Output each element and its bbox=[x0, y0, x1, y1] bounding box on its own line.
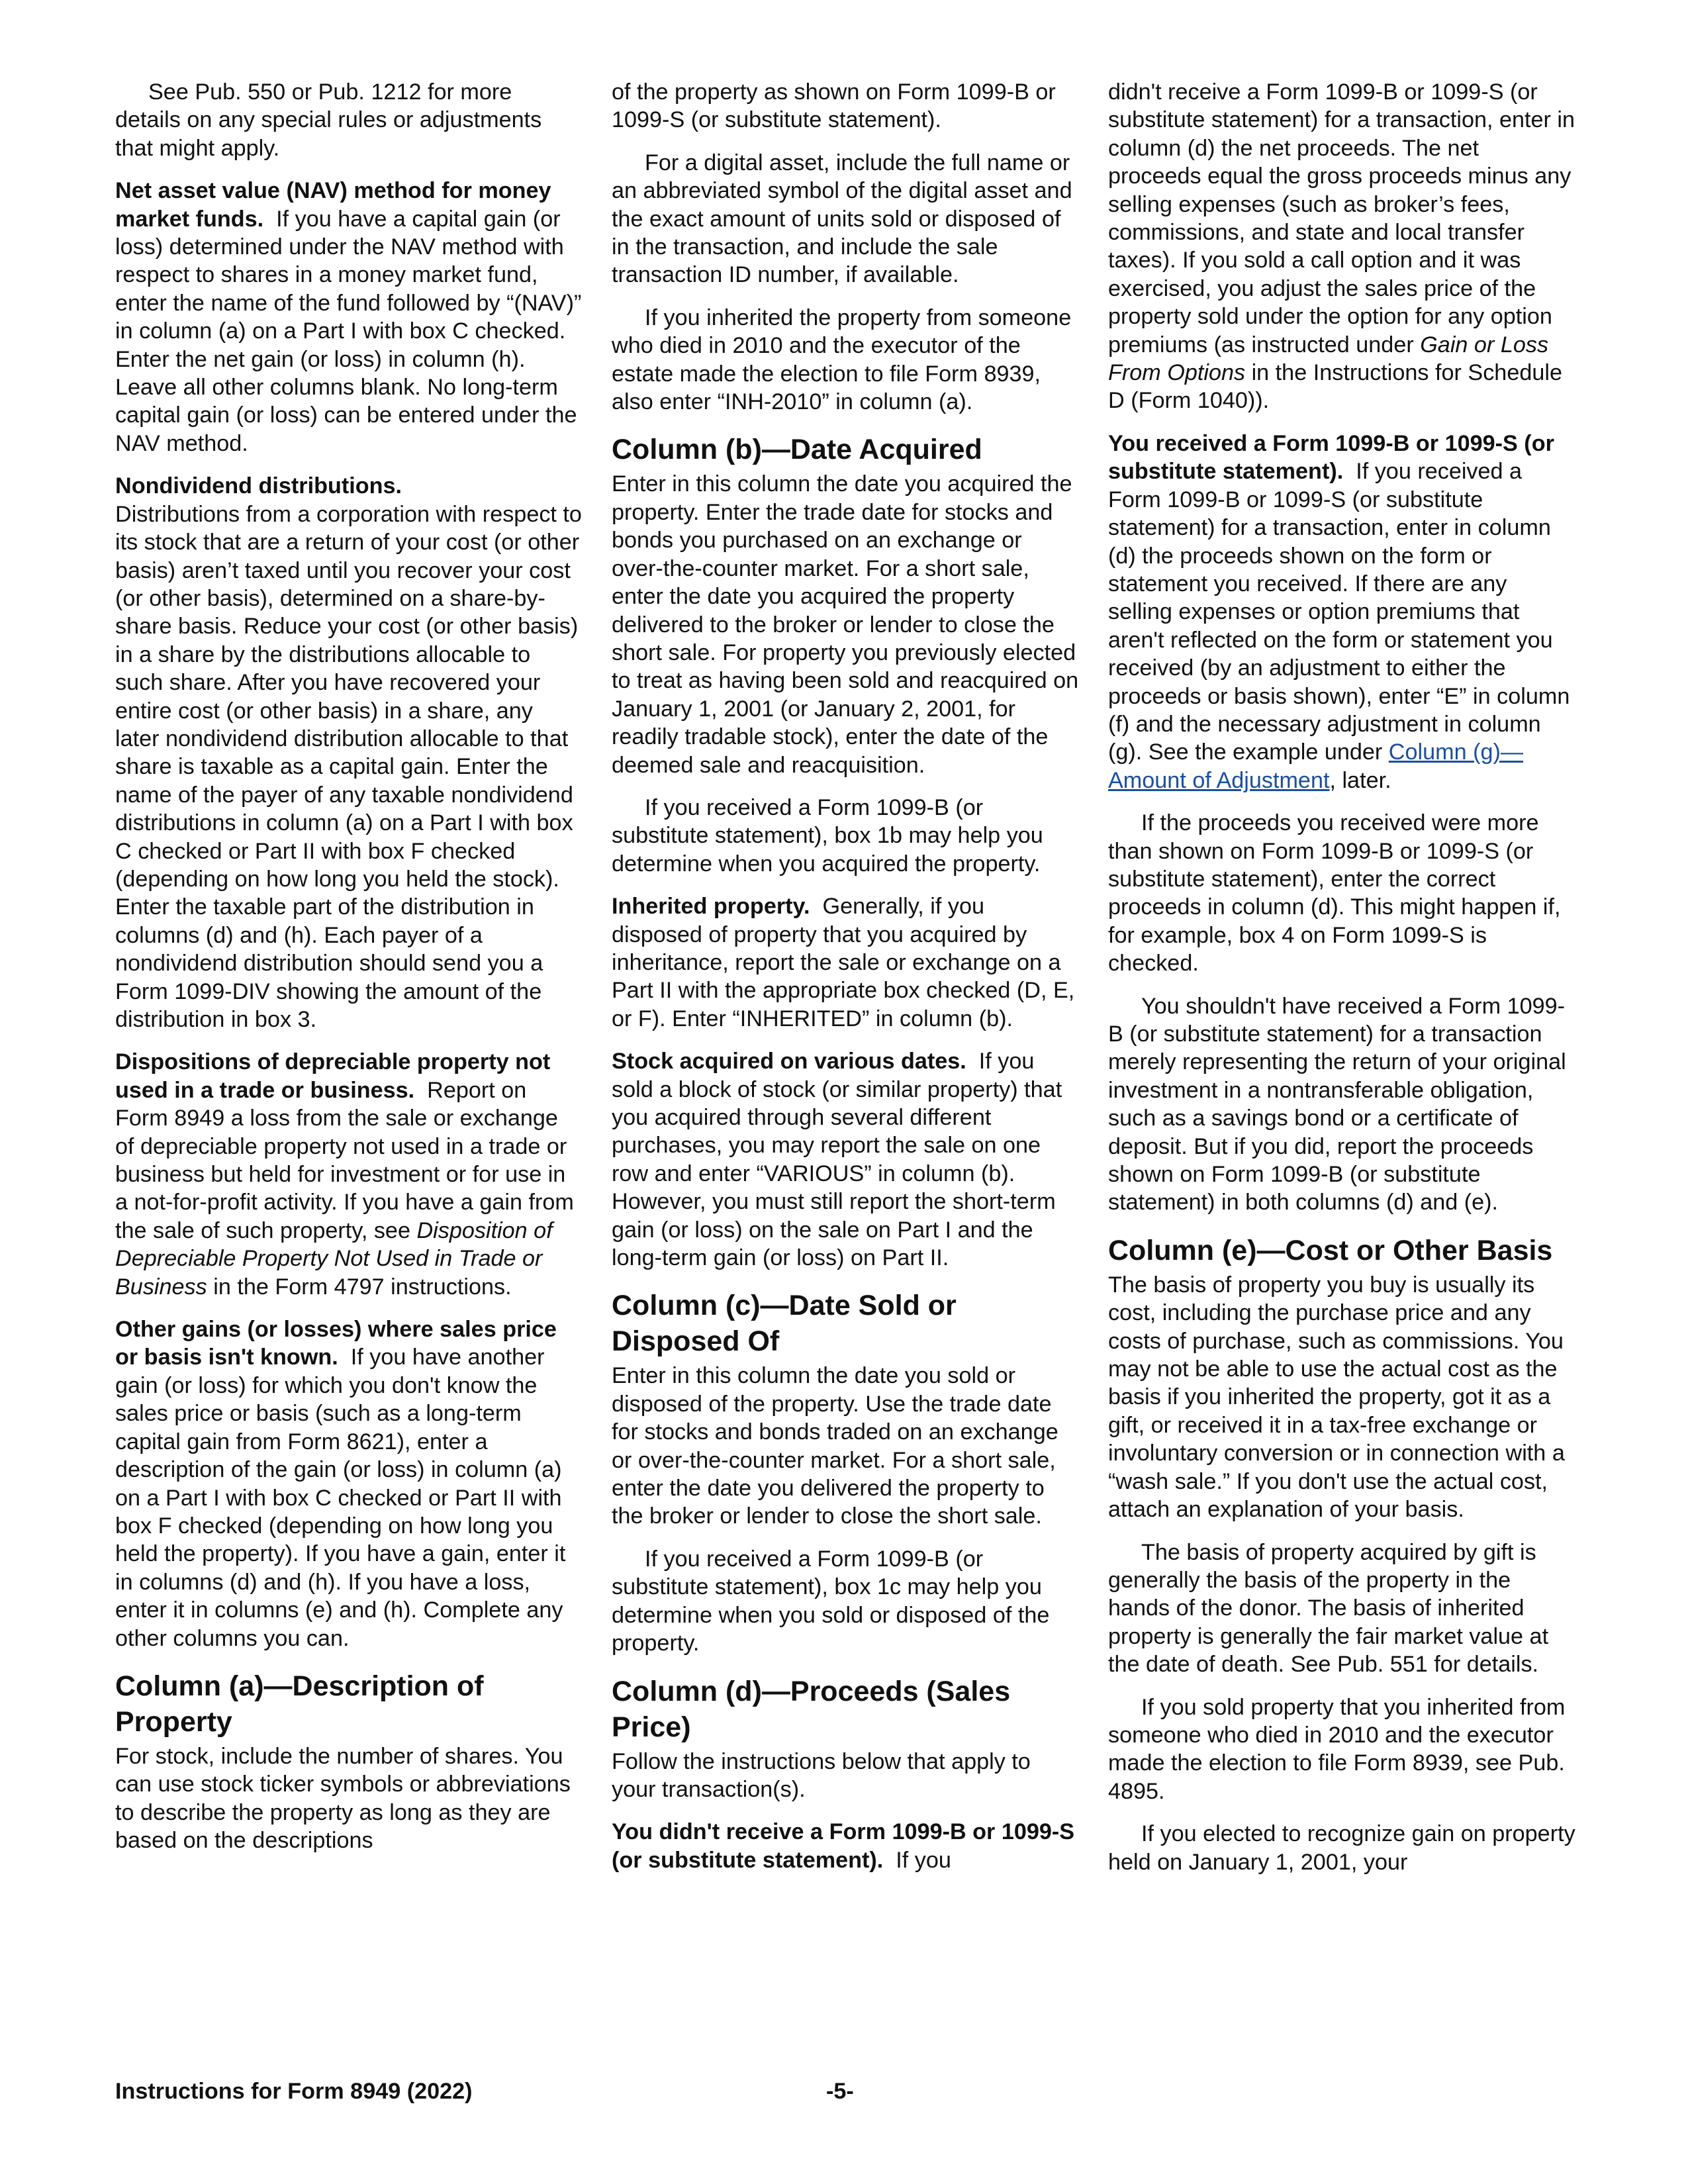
paragraph-body: , later. bbox=[1329, 767, 1391, 793]
paragraph: Enter in this column the date you sold or disposed of the property. Use the trade date for stocks and bonds traded on an exchange or over-the-counter market. For a short sale, enter the date you delivered the property to the broker or lender to close the short sale. bbox=[612, 1363, 1058, 1529]
paragraph-body: Generally, if you disposed of property that you acquired by inheritance, report the sale or exchange on a Part II with the appropriate box checked (D, E, or F). Enter “INHERITED” in column (b). bbox=[612, 894, 1075, 1031]
run-in-heading: Dispositions of depreciable property not used in a trade or business. bbox=[115, 1049, 551, 1103]
paragraph-other-gains bbox=[115, 1315, 583, 1652]
paragraph-continued bbox=[1108, 78, 1575, 415]
section-heading-column-e: Column (e)—Cost or Other Basis bbox=[1108, 1234, 1553, 1266]
paragraph-nav bbox=[115, 177, 583, 457]
paragraph: For stock, include the number of shares. You can use stock ticker symbols or abbreviations to describe the property as long as they are based on the descriptions bbox=[115, 1743, 571, 1854]
section-heading-column-a: Column (a)—Description of Property bbox=[115, 1670, 484, 1738]
column-2 bbox=[612, 78, 1079, 1889]
italic-reference: Disposition of Depreciable Property Not Used in Trade or Business bbox=[115, 1217, 553, 1300]
paragraph: The basis of property acquired by gift is generally the basis of the property in the hands of the donor. The basis of inherited property is generally the fair market value at the date of death. See Pub. 551 for details. bbox=[1108, 1539, 1549, 1678]
paragraph: If you received a Form 1099-B (or substitute statement), box 1b may help you determine when you acquired the property. bbox=[612, 794, 1043, 877]
cross-reference-link[interactable]: Column (g)—Amount of Adjustment bbox=[1108, 739, 1524, 793]
paragraph: If you sold property that you inherited from someone who died in 2010 and the executor made the election to file Form 8939, see Pub. 4895. bbox=[1108, 1694, 1566, 1804]
paragraph: If the proceeds you received were more than shown on Form 1099-B or 1099-S (or substitute statement), enter the correct proceeds in column (d). This might happen if, for example, box 4 on Form 1099-S is checked. bbox=[1108, 810, 1561, 976]
paragraph-body: Distributions from a corporation with respect to its stock that are a return of your cost (or other basis) aren’t taxed until you recover your cost (or other basis), determined on a share-by-share basis. Reduce your cost (or other basis) in a share by the distributions allocable to such share. After you have recovered your entire cost (or other basis) in a share, any later nondividend distribution allocable to that share is taxable as a capital gain. Enter the name of the payer of any taxable nondividend distributions in column (a) on a Part I with box C checked or Part II with box F checked (depending on how long you held the stock). Enter the taxable part of the distribution in columns (d) and (h). Each payer of a nondividend distribution should send you a Form 1099-DIV showing the amount of the distribution in box 3. bbox=[115, 501, 582, 1032]
paragraph-body: If you received a Form 1099-B or 1099-S (or substitute statement) for a transaction, enter in column (d) the proceeds shown on the form or statement you received. If there are any selling expenses or option premiums that aren't reflected on the form or statement you received (by an adjustment to either the proceeds or basis shown), enter “E” in column (f) and the necessary adjustment in column (g). See the example under bbox=[1108, 459, 1570, 765]
paragraph: You shouldn't have received a Form 1099-B (or substitute statement) for a transaction merely representing the return of your original investment in a nontransferable obligation, such as a savings bond or a certificate of deposit. But if you did, report the proceeds shown on Form 1099-B (or substitute statement) in both columns (d) and (e). bbox=[1108, 993, 1566, 1215]
run-in-heading: Nondividend distributions. bbox=[115, 473, 402, 499]
paragraph-body: Report on Form 8949 a loss from the sale or exchange of depreciable property not used in a trade or business but held for investment or for use in a not-for-profit activity. If you have a gain from the sale of such property, see bbox=[115, 1077, 574, 1243]
paragraph-body: If you have another gain (or loss) for which you don't know the sales price or basis (such as a long-term capital gain from Form 8621), enter a description of the gain (or loss) in column (a) on a Part I with box C checked or Part II with box F checked (depending on how long you held the property). If you have a gain, enter it in columns (d) and (h). If you have a loss, enter it in columns (e) and (h). Complete any other columns you can. bbox=[115, 1345, 566, 1651]
paragraph-body: didn't receive a Form 1099-B or 1099-S (or substitute statement) for a transaction, enter in column (d) the net proceeds. The net proceeds equal the gross proceeds minus any selling expenses (such as broker’s fees, commissions, and state and local transfer taxes). If you sold a call option and it was exercised, you adjust the sales price of the property sold under the option for any option premiums (as instructed under bbox=[1108, 79, 1575, 357]
paragraph: If you inherited the property from someone who died in 2010 and the executor of the estate made the election to file Form 8939, also enter “INH-2010” in column (a). bbox=[612, 305, 1072, 415]
paragraph-did-receive bbox=[1108, 430, 1575, 794]
run-in-heading: Stock acquired on various dates. bbox=[612, 1049, 966, 1074]
paragraph-body: If you have a capital gain (or loss) determined under the NAV method with respect to shares in a money market fund, enter the name of the fund followed by “(NAV)” in column (a) on a Part I with box C checked. Enter the net gain (or loss) in column (h). Leave all other columns blank. No long-term capital gain (or loss) can be entered under the NAV method. bbox=[115, 206, 582, 456]
paragraph: See Pub. 550 or Pub. 1212 for more details on any special rules or adjustments that might apply. bbox=[115, 79, 542, 161]
paragraph: of the property as shown on Form 1099-B or 1099-S (or substitute statement). bbox=[612, 79, 1056, 133]
run-in-heading: You didn't receive a Form 1099-B or 1099-S (or substitute statement). bbox=[612, 1819, 1075, 1873]
run-in-heading: Inherited property. bbox=[612, 894, 810, 920]
paragraph-body: in the Instructions for Schedule D (Form 1040)). bbox=[1108, 360, 1562, 414]
section-heading-column-b: Column (b)—Date Acquired bbox=[612, 434, 982, 466]
run-in-heading: Net asset value (NAV) method for money market funds. bbox=[115, 178, 551, 232]
section-heading-column-c: Column (c)—Date Sold or Disposed Of bbox=[612, 1290, 957, 1358]
paragraph-inherited bbox=[612, 892, 1079, 1033]
paragraph-body: in the Form 4797 instructions. bbox=[213, 1274, 512, 1300]
page-number: -5- bbox=[826, 2079, 854, 2104]
paragraph-nondividend bbox=[115, 472, 583, 1033]
paragraph-body: If you sold a block of stock (or similar property) that you acquired through several different purchases, you may report the sale on one row and enter “VARIOUS” in column (b). However, you must still report the short-term gain (or loss) on the sale on Part I and the long-term gain (or loss) on Part II. bbox=[612, 1049, 1062, 1271]
paragraph-body: If you bbox=[896, 1847, 951, 1873]
paragraph-dispositions bbox=[115, 1048, 583, 1301]
paragraph: Follow the instructions below that apply to your transaction(s). bbox=[612, 1748, 1031, 1802]
paragraph: For a digital asset, include the full name or an abbreviated symbol of the digital asset and the exact amount of units sold or disposed of in the transaction, and include the sale transaction ID number, if available. bbox=[612, 150, 1072, 288]
section-heading-column-d: Column (d)—Proceeds (Sales Price) bbox=[612, 1675, 1011, 1743]
run-in-heading: Other gains (or losses) where sales price or basis isn't known. bbox=[115, 1317, 557, 1370]
paragraph: If you elected to recognize gain on property held on January 1, 2001, your bbox=[1108, 1821, 1575, 1875]
paragraph: Enter in this column the date you acquired the property. Enter the trade date for stocks and bonds you purchased on an exchange or over-the-counter market. For a short sale, enter the date you acquired the property delivered to the broker or lender to close the short sale. For property you previously elected to treat as having been sold and reacquired on January 1, 2001 (or January 2, 2001, for readily tradable stock), enter the date of the deemed sale and reacquisition. bbox=[612, 471, 1079, 778]
column-3 bbox=[1108, 78, 1575, 1891]
column-1 bbox=[115, 78, 583, 1870]
paragraph: If you received a Form 1099-B (or substitute statement), box 1c may help you determine when you sold or disposed of the property. bbox=[612, 1546, 1050, 1656]
run-in-heading: You received a Form 1099-B or 1099-S (or substitute statement). bbox=[1108, 430, 1554, 485]
footer-form-title: Instructions for Form 8949 (2022) bbox=[115, 2079, 473, 2104]
paragraph: The basis of property you buy is usually its cost, including the purchase price and any costs of purchase, such as commissions. You may not be able to use the actual cost as the basis if you inherited the property, got it as a gift, or received it in a tax-free exchange or involuntary conversion or in connection with a “wash sale.” If you don't use the actual cost, attach an explanation of your basis. bbox=[1108, 1272, 1565, 1523]
paragraph-various-dates bbox=[612, 1047, 1079, 1272]
italic-reference: Gain or Loss From Options bbox=[1108, 332, 1549, 386]
paragraph-didnt-receive bbox=[612, 1818, 1079, 1874]
